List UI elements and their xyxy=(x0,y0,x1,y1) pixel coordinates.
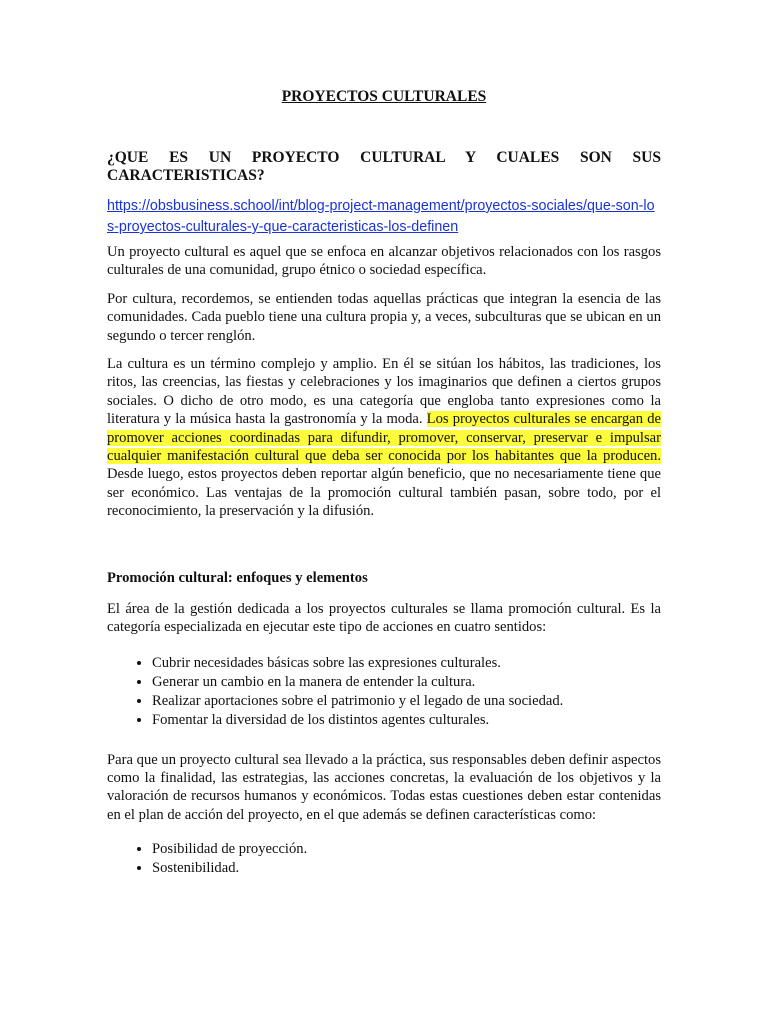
bullet-list-1 xyxy=(107,654,661,730)
subheading: Promoción cultural: enfoques y elementos xyxy=(107,569,368,586)
document-title: PROYECTOS CULTURALES xyxy=(281,88,487,105)
bullet-list-2 xyxy=(107,840,661,878)
paragraph-1: Un proyecto cultural es aquel que se enfoca en alcanzar objetivos relacionados con los rasgos culturales de una comunidad, grupo étnico o sociedad específica. xyxy=(107,244,661,279)
list-item: • Fomentar la diversidad de los distintos agentes culturales. xyxy=(152,711,661,730)
paragraph-3-end: Desde luego, estos proyectos deben reportar algún beneficio, que no necesariamente tiene que ser económico. Las ventajas de la promoción cultural también pasan, sobre todo, por el reconocimiento, la preservación y la difusión. xyxy=(107,466,661,520)
list-item: • Realizar aportaciones sobre el patrimonio y el legado de una sociedad. xyxy=(152,692,661,711)
section-question-heading: ¿QUE ES UN PROYECTO CULTURAL Y CUALES SON SUS CARACTERISTICAS? xyxy=(107,149,661,184)
paragraph-5: Para que un proyecto cultural sea llevado a la práctica, sus responsables deben definir aspectos como la finalidad, las estrategias, las acciones concretas, la evaluación de los objetivos y la valoración de recursos humanos y económicos. Todas estas cuestiones deben estar contenidas en el plan de acción del proyecto, en el que además se definen características como: xyxy=(107,751,661,823)
list-item: • Posibilidad de proyección. xyxy=(152,840,661,859)
paragraph-2: Por cultura, recordemos, se entienden todas aquellas prácticas que integran la esencia de las comunidades. Cada pueblo tiene una cultura propia y, a veces, subculturas que se ubican en un segundo o tercer renglón. xyxy=(107,290,661,344)
paragraph-3-start: La cultura es un término complejo y amplio. En él se sitúan los hábitos, las tradiciones, los ritos, las creencias, las fiestas y celebraciones y los imaginarios que definen a ciertos grupos sociales. O dicho de otro modo, es una categoría que engloba tanto expresiones como la literatura y la música hasta la gastronomía y la moda. xyxy=(107,356,661,428)
source-link[interactable]: https://obsbusiness.school/int/blog-project-management/proyectos-sociales/que-son-los-proyectos-culturales-y-que-caracteristicas-los-definen xyxy=(107,198,655,235)
list-item: • Sostenibilidad. xyxy=(152,859,661,878)
list-item: • Generar un cambio en la manera de entender la cultura. xyxy=(152,673,661,692)
paragraph-3 xyxy=(107,355,661,521)
paragraph-4: El área de la gestión dedicada a los proyectos culturales se llama promoción cultural. Es la categoría especializada en ejecutar este tipo de acciones en cuatro sentidos: xyxy=(107,600,661,636)
highlighted-text: Los proyectos culturales se encargan de promover acciones coordinadas para difundir, promover, conservar, preservar e impulsar cualquier manifestación cultural que deba ser conocida por los habitantes que la producen. xyxy=(107,411,661,465)
list-item: • Cubrir necesidades básicas sobre las expresiones culturales. xyxy=(152,654,661,673)
